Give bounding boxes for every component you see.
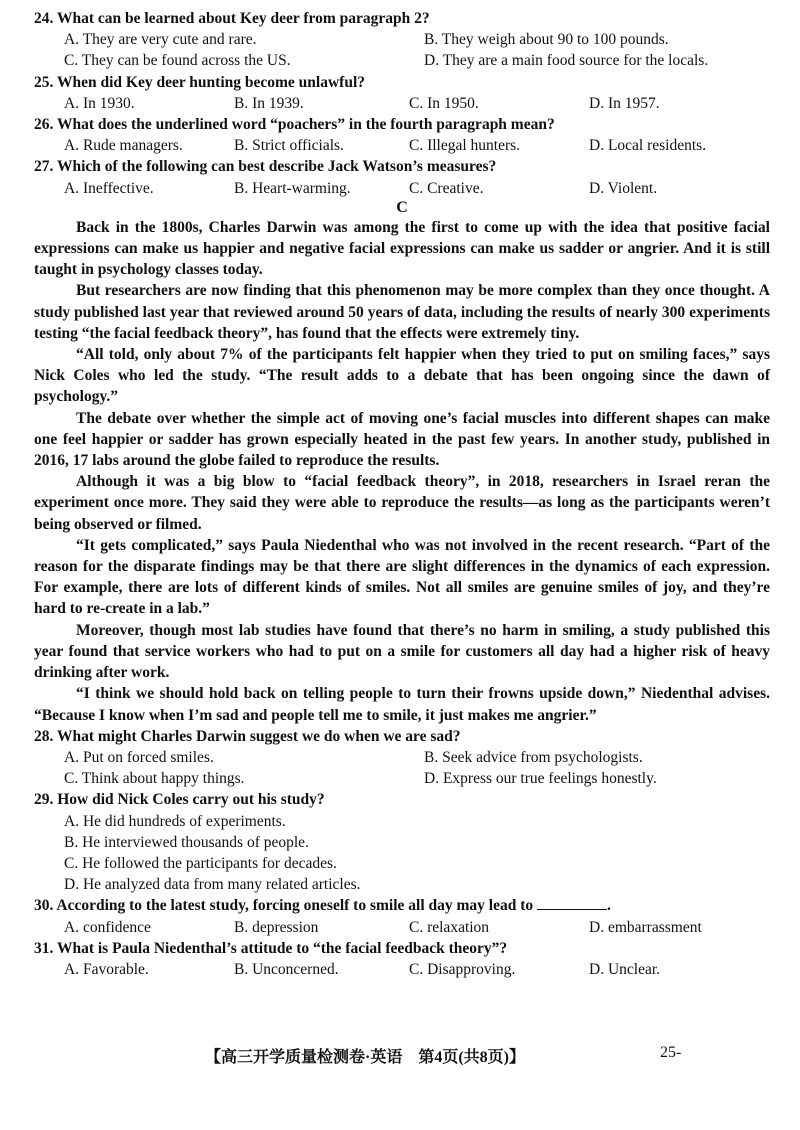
question-27-options bbox=[34, 178, 770, 199]
question-28-option-b[interactable]: B. Seek advice from psychologists. bbox=[424, 748, 643, 766]
question-30-option-a[interactable]: A. confidence bbox=[64, 918, 151, 936]
question-29-option-a[interactable]: A. He did hundreds of experiments. bbox=[64, 812, 286, 830]
question-26-option-b[interactable]: B. Strict officials. bbox=[234, 137, 344, 155]
question-24-option-b[interactable]: B. They weigh about 90 to 100 pounds. bbox=[424, 31, 669, 49]
question-24-option-d[interactable]: D. They are a main food source for the locals. bbox=[424, 52, 709, 70]
question-28-option-d[interactable]: D. Express our true feelings honestly. bbox=[424, 770, 657, 788]
question-26-option-d[interactable]: D. Local residents. bbox=[589, 137, 707, 155]
section-heading-c: C bbox=[396, 198, 408, 216]
page-footer bbox=[0, 1044, 800, 1068]
passage-paragraph: “I think we should hold back on telling people to turn their frowns upside down,” Niedenthal advises. “Because I know when I’m sad and people tell me to smile, it just makes me angrier.” bbox=[34, 685, 770, 724]
footer-code: 25- bbox=[660, 1044, 682, 1061]
question-29-option-c[interactable]: C. He followed the participants for decades. bbox=[64, 854, 337, 872]
question-31-option-d[interactable]: D. Unclear. bbox=[589, 960, 661, 978]
question-30-option-c[interactable]: C. relaxation bbox=[409, 918, 490, 936]
passage-paragraph: Moreover, though most lab studies have found that there’s no harm in smiling, a study published this year found that service workers who had to put on a smile for customers all day had a higher risk of heavy drinking after work. bbox=[34, 621, 770, 682]
passage-paragraph: The debate over whether the simple act of moving one’s facial muscles into different shapes can make one feel happier or sadder has grown especially heated in the past few years. In another study, published in 2016, 17 labs around the globe failed to reproduce the results. bbox=[34, 409, 770, 470]
question-30-option-b[interactable]: B. depression bbox=[234, 918, 319, 936]
question-30-stem-end: . bbox=[607, 897, 611, 915]
question-29-option-b[interactable]: B. He interviewed thousands of people. bbox=[64, 833, 309, 851]
question-25-options bbox=[34, 93, 770, 114]
question-28-options bbox=[34, 747, 770, 789]
question-29-options bbox=[34, 811, 770, 896]
question-31-option-c[interactable]: C. Disapproving. bbox=[409, 960, 516, 978]
question-25-option-c[interactable]: C. In 1950. bbox=[409, 94, 479, 112]
question-25-option-d[interactable]: D. In 1957. bbox=[589, 94, 660, 112]
question-29-option-d[interactable]: D. He analyzed data from many related articles. bbox=[64, 876, 361, 894]
question-25-stem: 25. When did Key deer hunting become unlawful? bbox=[34, 73, 366, 91]
question-27-option-d[interactable]: D. Violent. bbox=[589, 179, 658, 197]
footer-title: 【高三开学质量检测卷·英语 第4页(共8页)】 bbox=[205, 1049, 525, 1066]
question-26-option-a[interactable]: A. Rude managers. bbox=[64, 137, 183, 155]
question-30-option-d[interactable]: D. embarrassment bbox=[589, 918, 702, 936]
question-27-option-c[interactable]: C. Creative. bbox=[409, 179, 484, 197]
question-27-option-a[interactable]: A. Ineffective. bbox=[64, 179, 154, 197]
passage-paragraph: “All told, only about 7% of the participants felt happier when they tried to put on smiling faces,” says Nick Coles who led the study. “The result adds to a debate that has been ongoing since the dawn of psychology.” bbox=[34, 346, 770, 406]
question-31-option-a[interactable]: A. Favorable. bbox=[64, 960, 149, 978]
question-28-stem: 28. What might Charles Darwin suggest we do when we are sad? bbox=[34, 727, 461, 745]
question-30-stem-line bbox=[34, 895, 770, 916]
answer-blank bbox=[537, 895, 607, 910]
question-30-options bbox=[34, 917, 770, 938]
question-30-stem: 30. According to the latest study, forcing oneself to smile all day may lead to bbox=[34, 897, 534, 915]
question-26-option-c[interactable]: C. Illegal hunters. bbox=[409, 137, 521, 155]
question-31-stem: 31. What is Paula Niedenthal’s attitude to “the facial feedback theory”? bbox=[34, 939, 508, 957]
question-31-option-b[interactable]: B. Unconcerned. bbox=[234, 960, 339, 978]
question-24-option-c[interactable]: C. They can be found across the US. bbox=[64, 52, 291, 70]
question-25-option-b[interactable]: B. In 1939. bbox=[234, 94, 304, 112]
question-28-option-a[interactable]: A. Put on forced smiles. bbox=[64, 748, 214, 766]
passage-paragraph: “It gets complicated,” says Paula Niedenthal who was not involved in the recent research. “Part of the reason for the disparate findings may be that there are slight differences in the dynamics of each expression. For example, there are lots of different kinds of smiles. Not all smiles are genuine smiles of joy, and they’re hard to re-create in a lab.” bbox=[34, 536, 770, 618]
question-26-options bbox=[34, 135, 770, 156]
question-28-option-c[interactable]: C. Think about happy things. bbox=[64, 770, 245, 788]
question-27-stem: 27. Which of the following can best describe Jack Watson’s measures? bbox=[34, 158, 497, 176]
question-24-options bbox=[34, 29, 770, 71]
passage-paragraph: Back in the 1800s, Charles Darwin was among the first to come up with the idea that positive facial expressions can make us happier and negative facial expressions can make us sadder or angrier. And it is still taught in psychology classes today. bbox=[34, 218, 770, 279]
question-27-option-b[interactable]: B. Heart-warming. bbox=[234, 179, 351, 197]
passage-paragraph: But researchers are now finding that this phenomenon may be more complex than they once thought. A study published last year that reviewed around 50 years of data, including the results of nearly 300 experiments testing “the facial feedback theory”, has found that the effects were extremely tiny. bbox=[34, 282, 770, 342]
passage-c bbox=[34, 217, 770, 726]
passage-paragraph: Although it was a big blow to “facial feedback theory”, in 2018, researchers in Israel reran the experiment once more. They said they were able to reproduce the results—as long as the participants weren’t being observed or filmed. bbox=[34, 473, 770, 533]
question-29-stem: 29. How did Nick Coles carry out his study? bbox=[34, 791, 325, 809]
question-25-option-a[interactable]: A. In 1930. bbox=[64, 94, 135, 112]
question-24-stem: 24. What can be learned about Key deer from paragraph 2? bbox=[34, 10, 430, 27]
question-26-stem: 26. What does the underlined word “poachers” in the fourth paragraph mean? bbox=[34, 116, 555, 134]
question-24-option-a[interactable]: A. They are very cute and rare. bbox=[64, 31, 257, 49]
question-31-options bbox=[34, 959, 770, 980]
